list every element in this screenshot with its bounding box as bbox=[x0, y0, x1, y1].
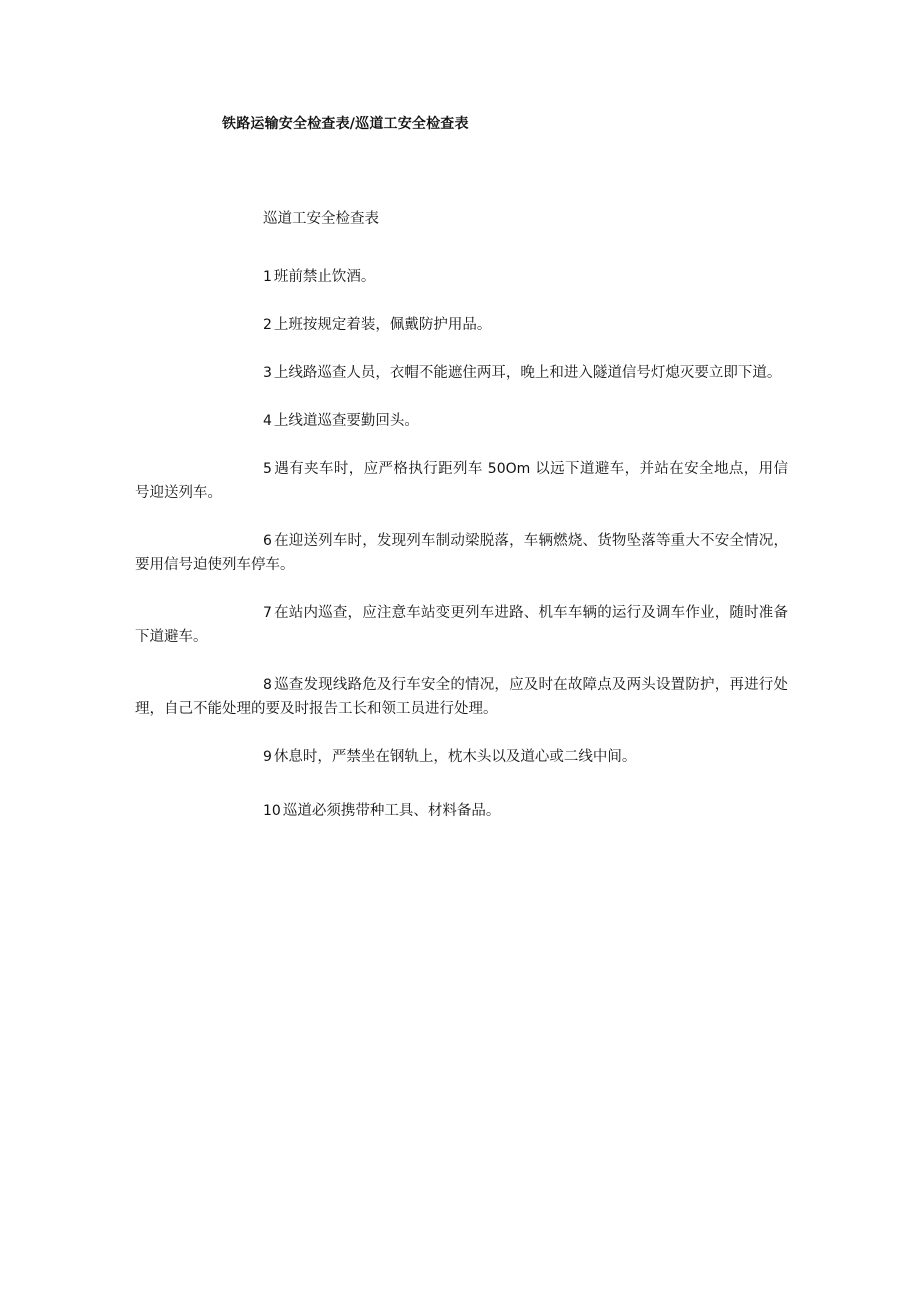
item-text: 巡查发现线路危及行车安全的情况，应及时在故障点及两头设置防护，再进行处理，自己不能处理的要及时报告工长和领工员进行处理。 bbox=[135, 677, 788, 717]
item-number: 8 bbox=[263, 677, 272, 693]
item-number: 7 bbox=[263, 605, 272, 621]
item-text: 上线道巡查要勤回头。 bbox=[273, 413, 419, 429]
item-text: 上班按规定着装，佩戴防护用品。 bbox=[273, 317, 492, 333]
item-number: 9 bbox=[263, 749, 272, 765]
item-text: 在迎送列车时，发现列车制动梁脱落，车辆燃烧、货物坠落等重大不安全情况，要用信号迫使列车停车。 bbox=[135, 533, 788, 573]
item-number: 3 bbox=[263, 365, 272, 381]
item-text: 班前禁止饮酒。 bbox=[273, 269, 376, 285]
item-number: 6 bbox=[263, 533, 272, 549]
item-number: 10 bbox=[263, 803, 281, 819]
item-number: 4 bbox=[263, 413, 272, 429]
checklist-item-6 bbox=[135, 529, 788, 577]
checklist-item-1 bbox=[135, 265, 788, 289]
item-text: 巡道必须携带种工具、材料备品。 bbox=[282, 803, 501, 819]
item-text-after: 以远下道避车，并站在安全地点，用信号迎送列车。 bbox=[135, 461, 789, 501]
checklist-item-7 bbox=[135, 601, 788, 649]
item-text: 在站内巡查，应注意车站变更列车进路、机车车辆的运行及调车作业，随时准备下道避车。 bbox=[135, 605, 788, 645]
item-text: 休息时，严禁坐在钢轨上，枕木头以及道心或二线中间。 bbox=[273, 749, 637, 765]
document-body bbox=[135, 207, 788, 847]
item-text-before: 遇有夹车时，应严格执行距列车 bbox=[273, 461, 483, 477]
checklist-item-5 bbox=[135, 457, 788, 505]
item-text: 上线路巡查人员，衣帽不能遮住两耳，晚上和进入隧道信号灯熄灭要立即下道。 bbox=[273, 365, 782, 381]
checklist-item-8 bbox=[135, 673, 788, 721]
item-number: 2 bbox=[263, 317, 272, 333]
checklist-item-10 bbox=[135, 799, 788, 823]
document-title: 铁路运输安全检查表/巡道工安全检查表 bbox=[222, 116, 469, 132]
item-number: 5 bbox=[263, 461, 272, 477]
safe-distance-value: 50Om bbox=[487, 461, 531, 477]
checklist-item-9 bbox=[135, 745, 788, 769]
checklist-item-4 bbox=[135, 409, 788, 433]
checklist-item-2 bbox=[135, 313, 788, 337]
section-heading: 巡道工安全检查表 bbox=[263, 211, 379, 227]
checklist-item-3 bbox=[135, 361, 788, 385]
item-number: 1 bbox=[263, 269, 272, 285]
